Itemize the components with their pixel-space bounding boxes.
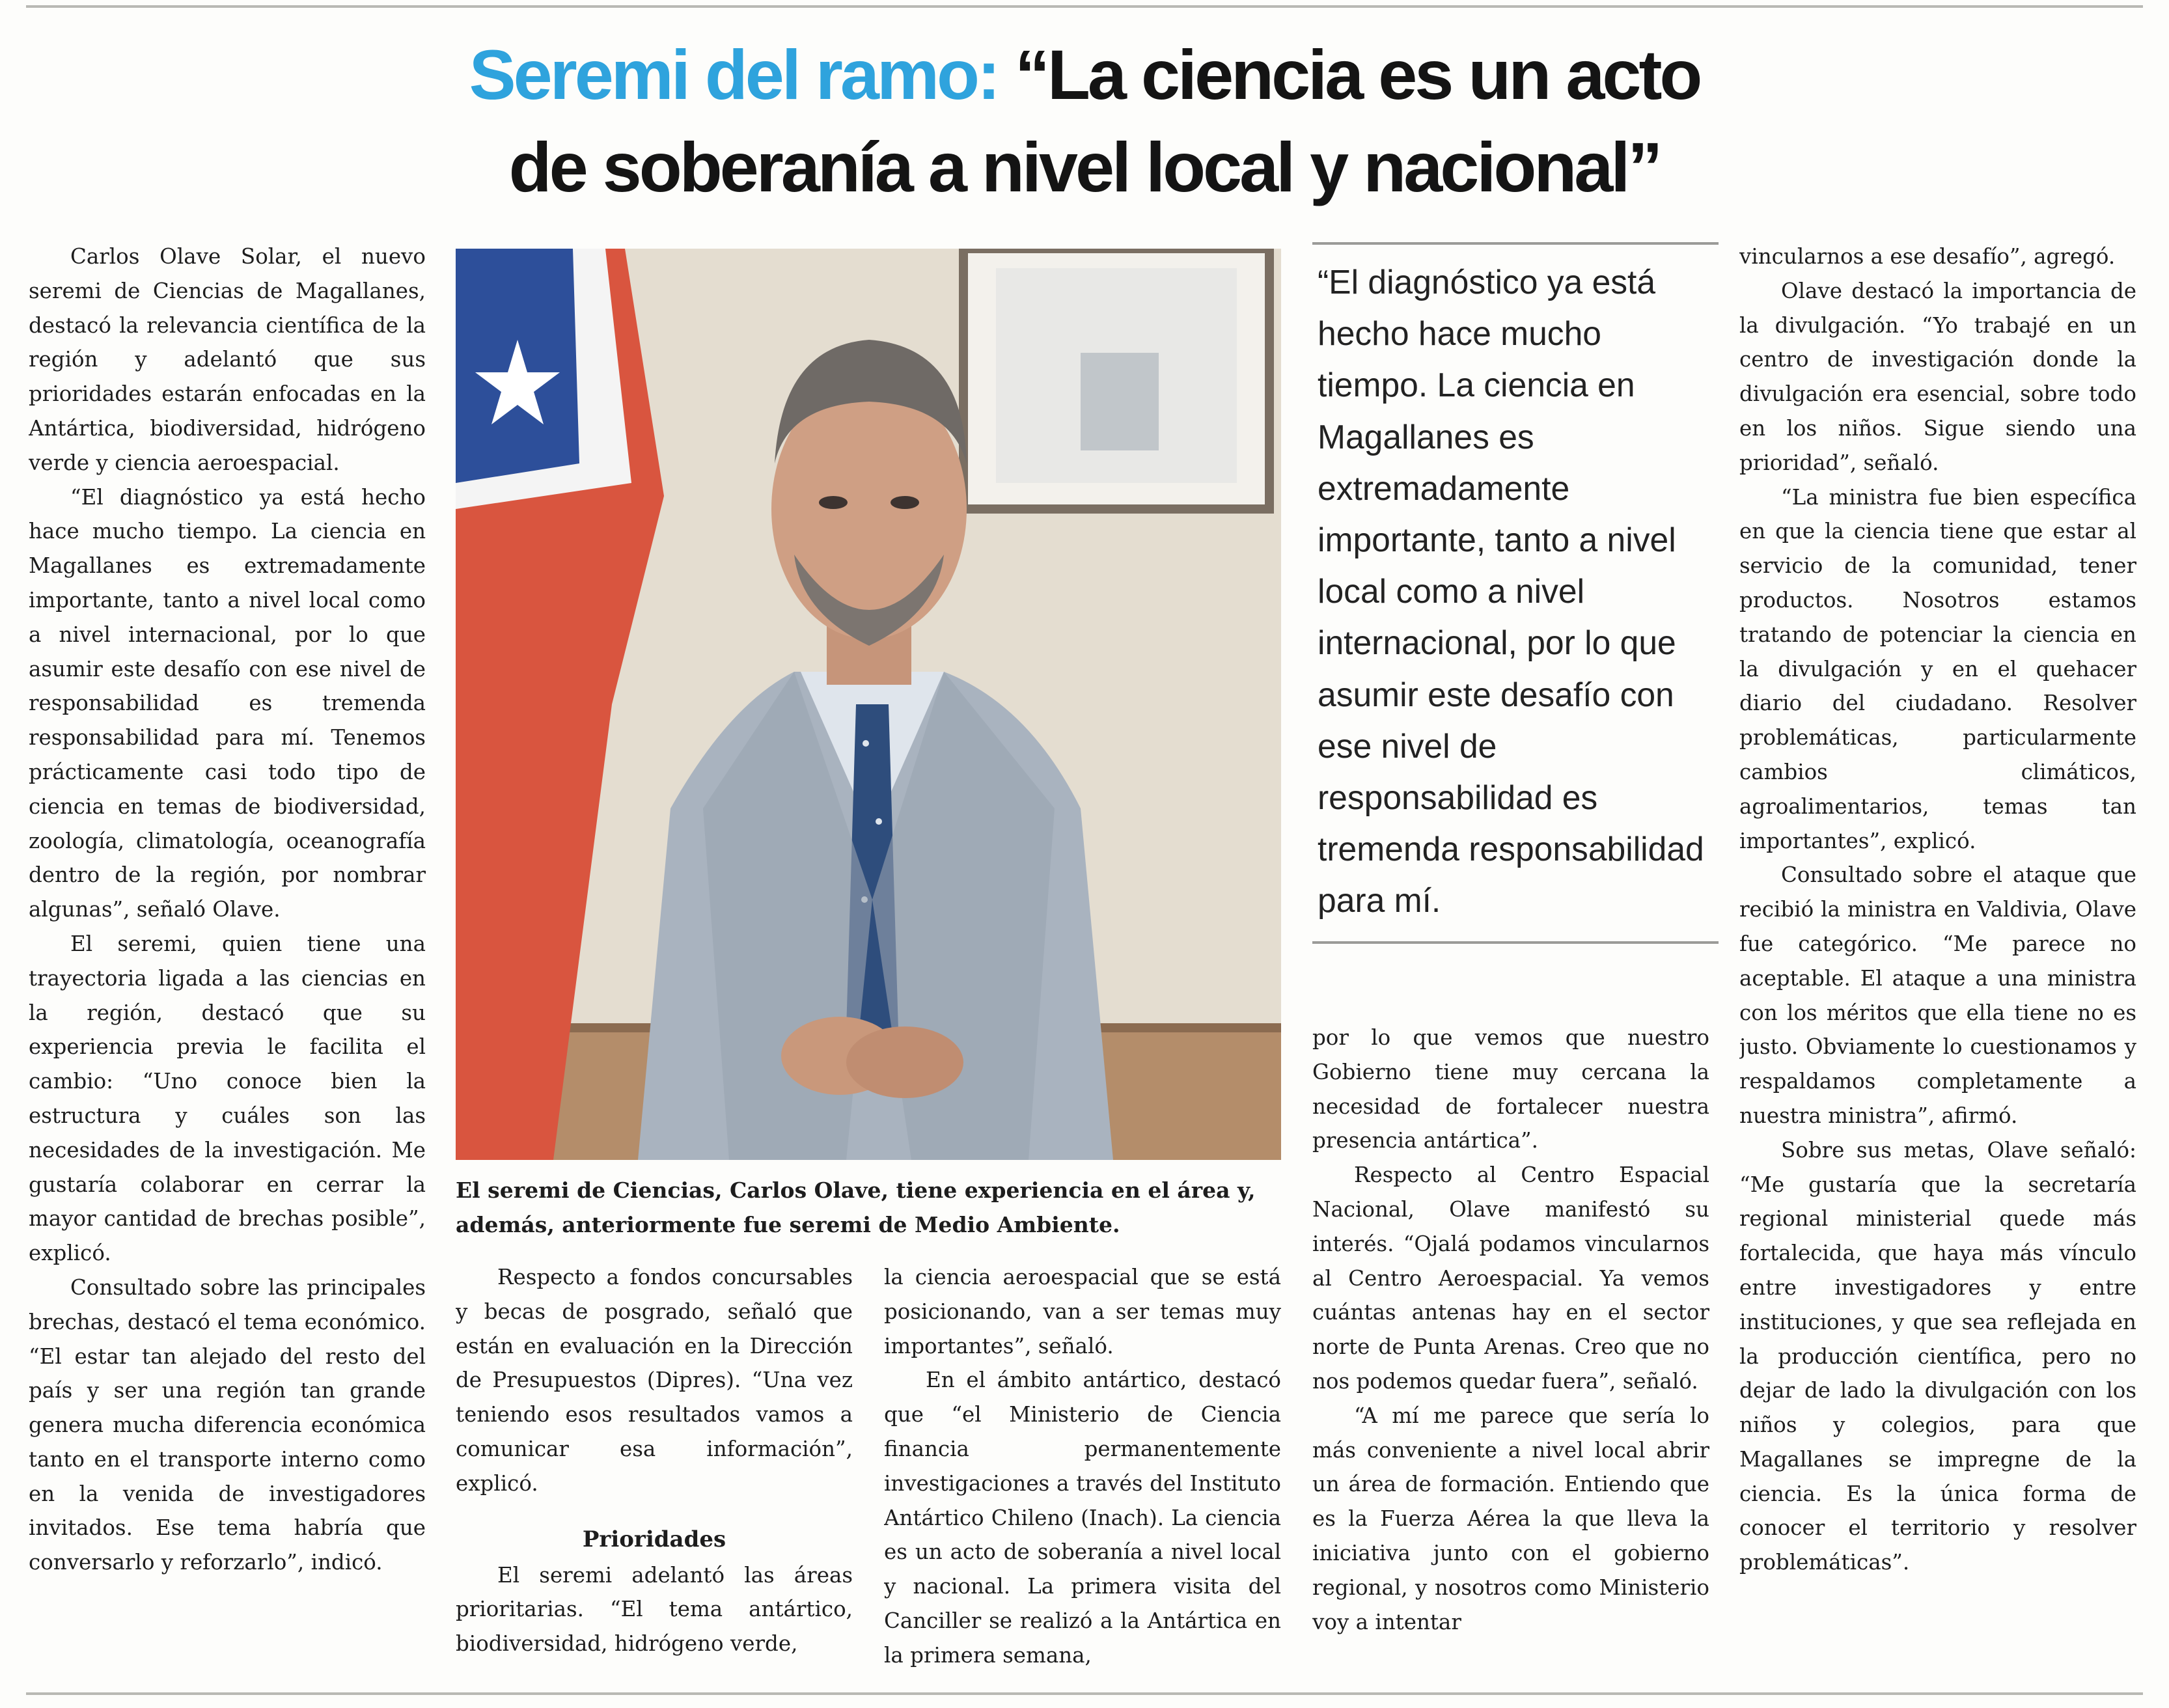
paragraph: El seremi adelantó las áreas prioritarias. “El tema antártico, biodiversidad, hidrógeno verde, bbox=[456, 1562, 853, 1657]
paragraph: la ciencia aeroespacial que se está posicionando, van a ser temas muy importantes”, señaló. bbox=[884, 1265, 1281, 1358]
paragraph: Sobre sus metas, Olave señaló: “Me gustaría que la secretaría regional ministerial quede más fortalecida, que haya más vínculo entre investigadores y entre instituciones, y que sea reflejada en la producción científica, pero no dejar de lado la divulgación con los niños y colegios, para que Magallanes se impregne de la ciencia. Es la única forma de conocer el territorio y resolver problemáticas”. bbox=[1739, 1137, 2136, 1575]
article-column-1 bbox=[29, 240, 426, 1691]
paragraph: “La ministra fue bien específica en que la ciencia tiene que estar al servicio de la comunidad, tener productos. Nosotros estamos tratando de potenciar la ciencia en la divulgación y en el quehacer diario del ciudadano. Resolver problemáticas, particularmente cambios climáticos, agroalimentarios, temas tan importantes”, explicó. bbox=[1739, 484, 2136, 853]
headline-kicker: Seremi del ramo: bbox=[469, 35, 998, 114]
bottom-rule bbox=[26, 1692, 2143, 1695]
paragraph: Consultado sobre las principales brechas, destacó el tema económico. “El estar tan alejado del resto del país y ser una región tan grande genera mucha diferencia económica tanto en el transporte interno como en la venida de investigadores invitados. Ese tema habría que conversarlo y reforzarlo”, indicó. bbox=[29, 1274, 426, 1575]
headline bbox=[0, 29, 2169, 214]
top-rule bbox=[26, 5, 2143, 8]
paragraph: “El diagnóstico ya está hecho hace mucho tiempo. La ciencia en Magallanes es extremadamente importante, tanto a nivel local como a nivel internacional, por lo que asumir este desafío con ese nivel de responsabilidad es tremenda responsabilidad para mí. Tenemos prácticamente casi todo tipo de ciencia en temas de biodiversidad, zoología, climatología, oceanografía dentro de la región, por nombrar algunas”, señaló Olave. bbox=[29, 484, 426, 922]
article-column-2 bbox=[456, 1260, 853, 1677]
headline-title-line1: “La ciencia es un acto bbox=[1014, 35, 1700, 114]
person-portrait-icon bbox=[456, 249, 1281, 1160]
paragraph: Olave destacó la importancia de la divulgación. “Yo trabajé en un centro de investigación donde la divulgación era esencial, sobre todo en los niños. Sigue siendo una prioridad”, señaló. bbox=[1739, 278, 2136, 475]
paragraph: “A mí me parece que sería lo más conveniente a nivel local abrir un área de formación. Entiendo que es la Fuerza Aérea la que lleva la iniciativa junto con el gobierno regional, y nosotros como Ministerio voy a intentar bbox=[1312, 1403, 1709, 1634]
subhead-prioridades: Prioridades bbox=[582, 1526, 726, 1552]
paragraph: En el ámbito antártico, destacó que “el Ministerio de Ciencia financia permanentemente investigaciones a través del Instituto Antártico Chileno (Inach). La ciencia es un acto de soberanía a nivel local y nacional. La primera visita del Canciller se realizó a la Antártica en la primera semana, bbox=[884, 1368, 1281, 1668]
photo-caption: El seremi de Ciencias, Carlos Olave, tiene experiencia en el área y, además, anteriormente fue seremi de Medio Ambiente. bbox=[456, 1178, 1256, 1237]
paragraph: vincularnos a ese desafío”, agregó. bbox=[1739, 244, 2116, 269]
paragraph: Respecto a fondos concursables y becas de posgrado, señaló que están en evaluación en la Dirección de Presupuestos (Dipres). “Una vez teniendo esos resultados vamos a comunicar esa información”, explicó. bbox=[456, 1265, 853, 1496]
article-column-3 bbox=[884, 1260, 1281, 1677]
paragraph: El seremi, quien tiene una trayectoria ligada a las ciencias en la región, destacó que su experiencia previa le facilita el cambio: “Uno conoce bien la estructura y cuáles son las necesidades de la investigación. Me gustaría colaborar en cerrar la mayor cantidad de brechas posible”, explicó. bbox=[29, 931, 426, 1266]
paragraph: Carlos Olave Solar, el nuevo seremi de Ciencias de Magallanes, destacó la relevancia científica de la región y adelantó que sus prioridades estarán enfocadas en la Antártica, biodiversidad, hidrógeno verde y ciencia aeroespacial. bbox=[29, 244, 426, 475]
headline-title-line2: de soberanía a nivel local y nacional” bbox=[508, 128, 1661, 206]
paragraph: Respecto al Centro Espacial Nacional, Olave manifestó su interés. “Ojalá podamos vincularnos al Centro Aeroespacial. Ya vemos cuántas antenas hay en el sector norte de Punta Arenas. Creo que no nos podemos quedar fuera”, señaló. bbox=[1312, 1163, 1709, 1394]
paragraph: por lo que vemos que nuestro Gobierno tiene muy cercana la necesidad de fortalecer nuestra presencia antártica”. bbox=[1312, 1025, 1709, 1153]
paragraph: Consultado sobre el ataque que recibió la ministra en Valdivia, Olave fue categórico. “Me parece no aceptable. El ataque a una ministra con los méritos que ella tiene no es justo. Obviamente lo cuestionamos y respaldamos completamente a nuestra ministra”, afirmó. bbox=[1739, 862, 2136, 1128]
pull-quote: “El diagnóstico ya está hecho hace mucho tiempo. La ciencia en Magallanes es extremadamente importante, tanto a nivel local como a nivel internacional, por lo que asumir este desafío con ese nivel de responsabilidad es tremenda responsabilidad para mí. bbox=[1312, 242, 1719, 944]
article-column-5 bbox=[1739, 240, 2136, 1691]
portrait-photo bbox=[456, 249, 1281, 1160]
article-column-4 bbox=[1312, 1021, 1709, 1678]
